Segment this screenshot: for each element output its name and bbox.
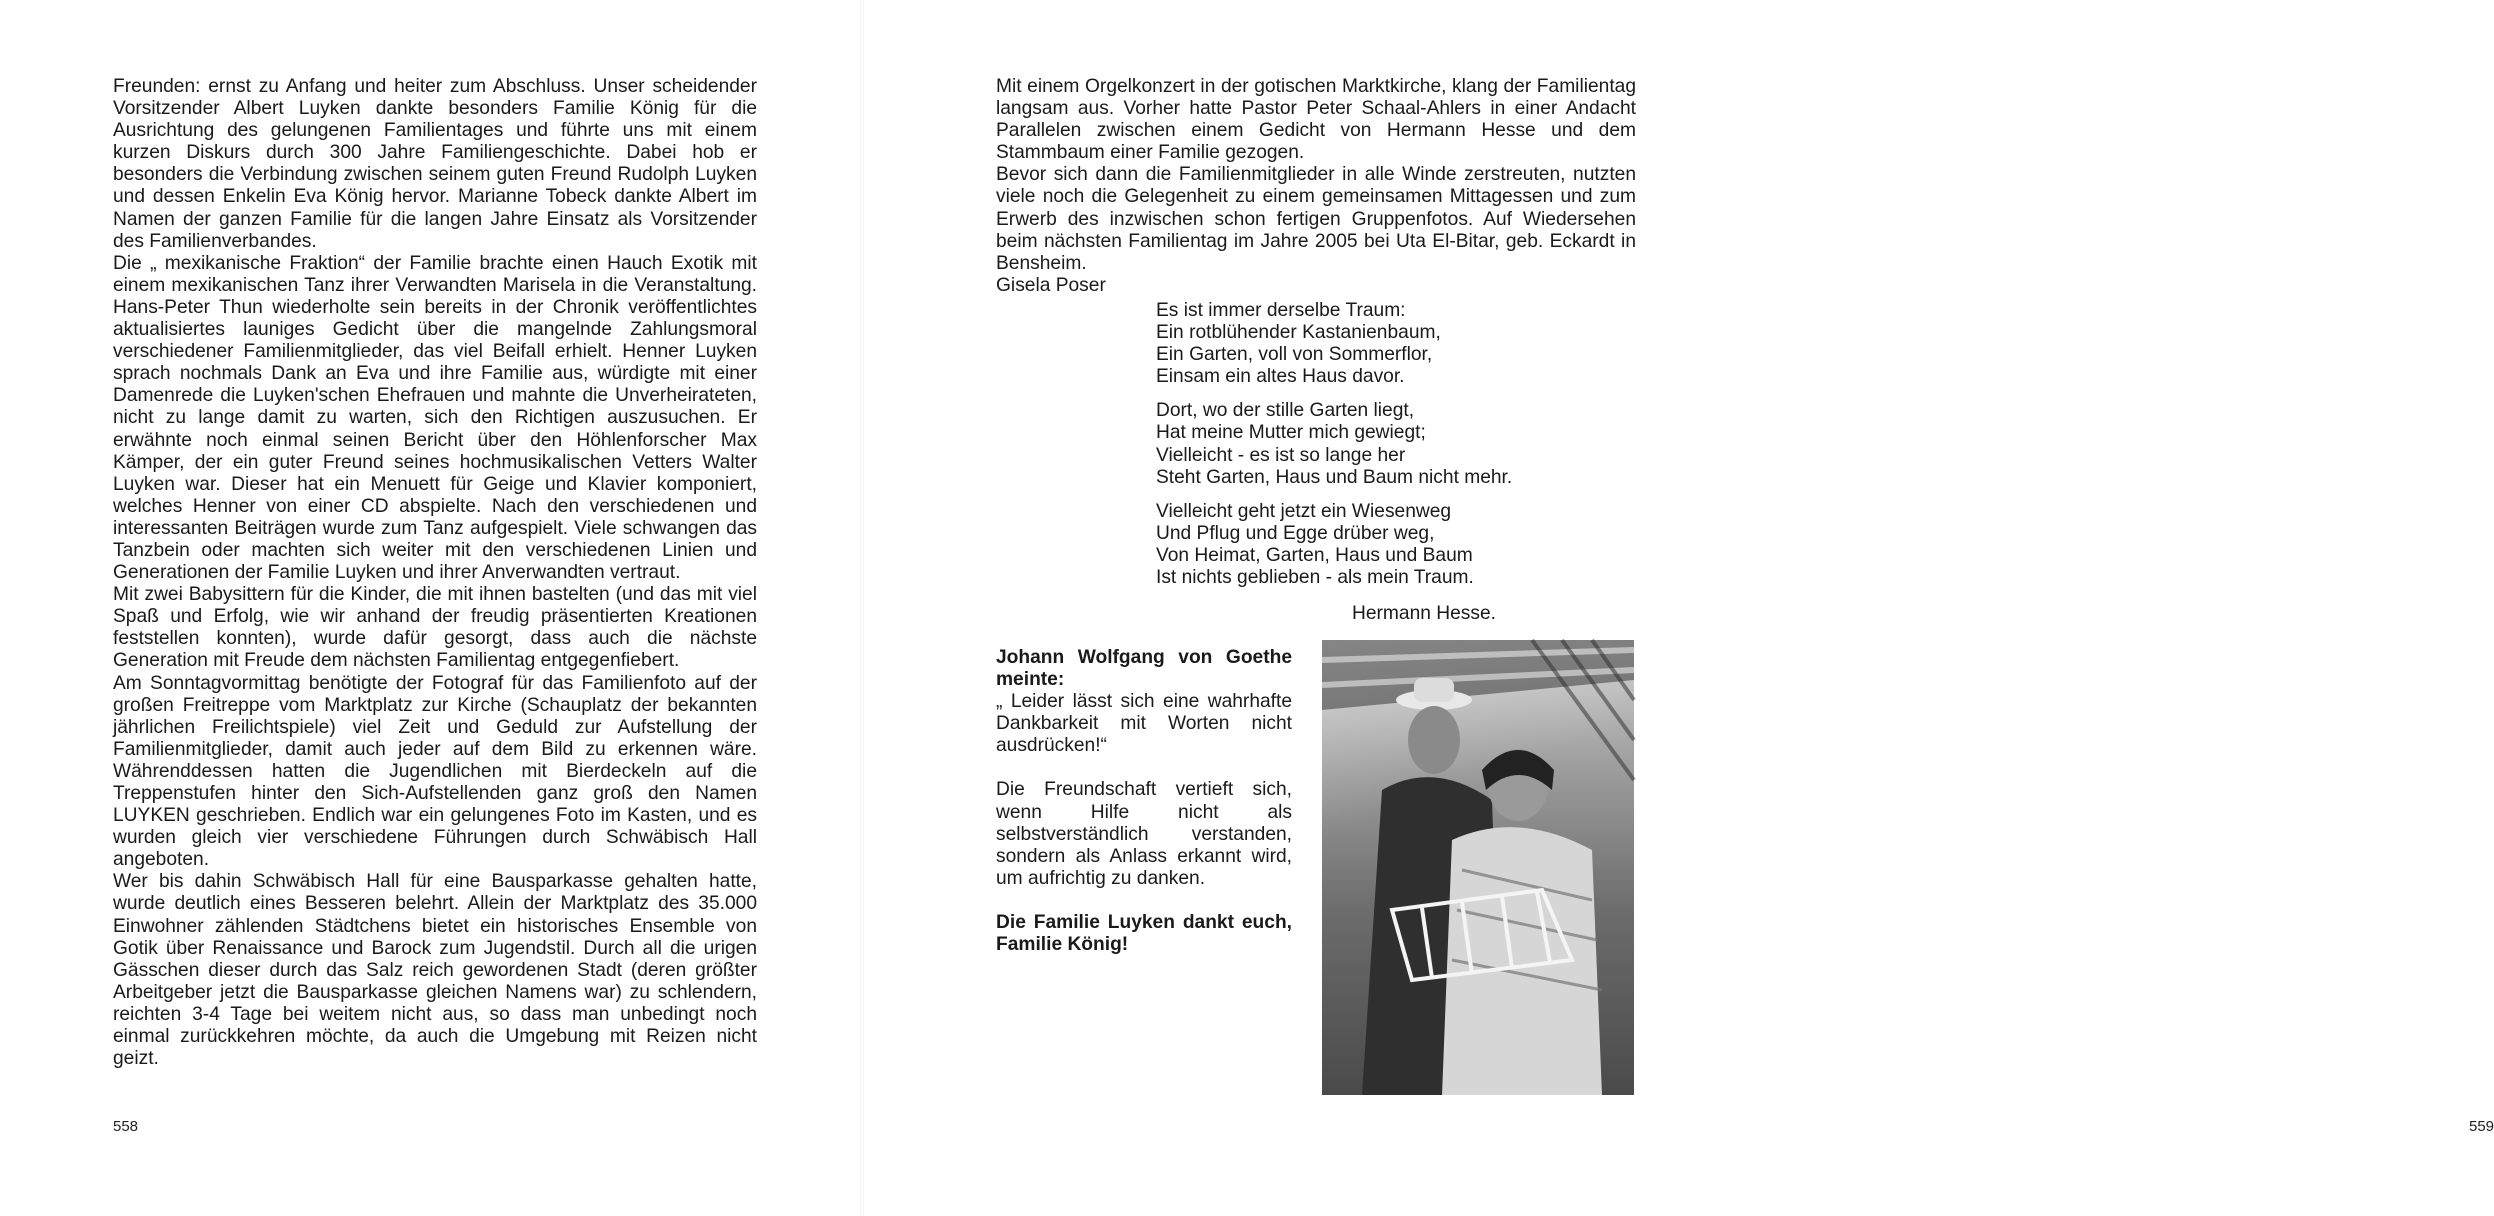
paragraph: Mit einem Orgelkonzert in der gotischen Marktkirche, klang der Familientag langsam aus. Vorher hatte Pastor Peter Schaal-Ahlers in einer Andacht Parallelen zwischen einem Gedicht von Hermann Hesse und dem Stammbaum einer Familie gezogen. [996,76,1636,164]
photo-illustration [1322,640,1634,1095]
paragraph: Freunden: ernst zu Anfang und heiter zum Abschluss. Unser scheidender Vorsitzender Albert Luyken dankte besonders Familie König für die Ausrichtung des gelungenen Familientages und führte uns mit einem kurzen Diskurs durch 300 Jahre Familiengeschichte. Dabei hob er besonders die Verbindung zwischen seinem guten Freund Rudolph Luyken und dessen Enkelin Eva König hervor. Marianne Tobeck dankte Albert im Namen der ganzen Familie für die langen Jahre Einsatz als Vorsitzender des Familienverbandes. [113,76,757,252]
poem-line: Ein rotblühender Kastanienbaum, [1156,322,1441,344]
left-page-text [113,76,757,1070]
poem-line: Von Heimat, Garten, Haus und Baum [1156,544,1473,566]
paragraph: Bevor sich dann die Familienmitglieder in alle Winde zerstreuten, nutzten viele noch die Gelegenheit zu einem gemeinsamen Mittagessen und zum Erwerb des inzwischen schon fertigen Gruppenfotos. Auf Wiedersehen beim nächsten Familientag im Jahre 2005 bei Uta El-Bitar, geb. Eckardt in Bensheim. [996,164,1636,274]
author-signature: Gisela Poser [996,274,1106,296]
poem-line: Hat meine Mutter mich gewiegt; [1156,422,1426,444]
poem-line: Ein Garten, voll von Sommerflor, [1156,344,1433,366]
poem-line: Vielleicht geht jetzt ein Wiesenweg [1156,500,1452,522]
left-page [0,0,862,1216]
poem-line: Vielleicht - es ist so lange her [1156,444,1406,466]
hesse-poem [1156,300,1512,601]
poem-line: Dort, wo der stille Garten liegt, [1156,400,1415,422]
page-number-left: 558 [113,1118,139,1135]
right-page-text [996,76,1636,297]
poem-line: Einsam ein altes Haus davor. [1156,366,1405,388]
paragraph: Wer bis dahin Schwäbisch Hall für eine Bausparkasse gehalten hatte, wurde deutlich eines Besseren belehrt. Allein der Marktplatz des 35.000 Einwohner zählenden Städtchens bietet ein historisches Ensemble von Gotik über Renaissance und Barock zum Jugendstil. Durch all die urigen Gässchen dieser durch das Salz reich gewordenen Stadt (deren größter Arbeitgeber jetzt die Bausparkasse gleichen Namens war) zu schlendern, reichten 3-4 Tage bei weitem nicht aus, so dass man unbedingt noch einmal zurückkehren möchte, da auch die Umgebung mit Reizen nicht geizt. [113,871,757,1070]
page-number-right: 559 [2469,1118,2494,1135]
paragraph: Am Sonntagvormittag benötigte der Fotograf für das Familienfoto auf der großen Freitreppe vom Marktplatz zur Kirche (Schauplatz der bekannten jährlichen Freilichtspiele) viel Zeit und Geduld zur Aufstellung der Familienmitglieder, damit auch jeder auf dem Bild zu erkennen wäre. Währenddessen hatten die Jugendlichen mit Bierdeckeln auf die Treppenstufen hinter den Sich-Aufstellenden ganz groß den Namen LUYKEN geschrieben. Endlich war ein gelungenes Foto im Kasten, und es wurden gleich vier verschiedene Führungen durch Schwäbisch Hall angeboten. [113,672,757,871]
family-photo [1322,640,1634,1095]
goethe-text: Die Freundschaft vertieft sich, wenn Hilfe nicht als selbstverständlich verstanden, sondern als Anlass erkannt wird, um aufrichtig zu danken. [996,779,1292,889]
poem-stanza [1156,501,1512,589]
goethe-closing: Die Familie Luyken dankt euch, Familie König! [996,911,1292,956]
goethe-heading: Johann Wolfgang von Goethe meinte: [996,647,1292,691]
poem-line: Ist nichts geblieben - als mein Traum. [1156,567,1474,589]
goethe-quote: „ Leider lässt sich eine wahrhafte Dankbarkeit mit Worten nicht ausdrücken!“ [996,691,1292,757]
poem-line: Steht Garten, Haus und Baum nicht mehr. [1156,466,1513,488]
poem-line: Es ist immer derselbe Traum: [1156,300,1406,321]
paragraph: Mit zwei Babysittern für die Kinder, die mit ihnen bastelten (und das mit viel Spaß und Erfolg, wie wir anhand der freudig präsentierten Kreationen feststellen konnten), wurde dafür gesorgt, dass auch die nächste Generation mit Freude dem nächsten Familientag entgegenfiebert. [113,584,757,672]
paragraph: Die „ mexikanische Fraktion“ der Familie brachte einen Hauch Exotik mit einem mexikanischen Tanz ihrer Verwandten Marisela in die Veranstaltung. Hans-Peter Thun wiederholte sein bereits in der Chronik veröffentlichtes aktualisiertes launiges Gedicht über die mangelnde Zahlungsmoral verschiedener Familienmitglieder, das viel Beifall erhielt. Henner Luyken sprach nochmals Dank an Eva und ihre Familie aus, würdigte mit einer Damenrede die Luyken'schen Ehefrauen und mahnte die Unverheirateten, nicht zu lange damit zu warten, sich den Richtigen auszusuchen. Er erwähnte noch einmal seinen Bericht über den Höhlenforscher Max Kämper, der ein guter Freund seines hochmusikalischen Vetters Walter Luyken war. Dieser hat ein Menuett für Geige und Klavier komponiert, welches Henner von einer CD abspielte. Nach den verschiedenen und interessanten Beiträgen wurde zum Tanz aufgespielt. Viele schwangen das Tanzbein oder machten sich weiter mit den verschiedenen Linien und Generationen der Familie Luyken und ihrer Anverwandten vertraut. [113,252,757,584]
goethe-quote-box [996,647,1292,956]
poem-stanza [1156,300,1512,388]
poem-stanza [1156,400,1512,488]
poem-line: Und Pflug und Egge drüber weg, [1156,522,1435,544]
poem-author: Hermann Hesse. [1352,603,1496,624]
